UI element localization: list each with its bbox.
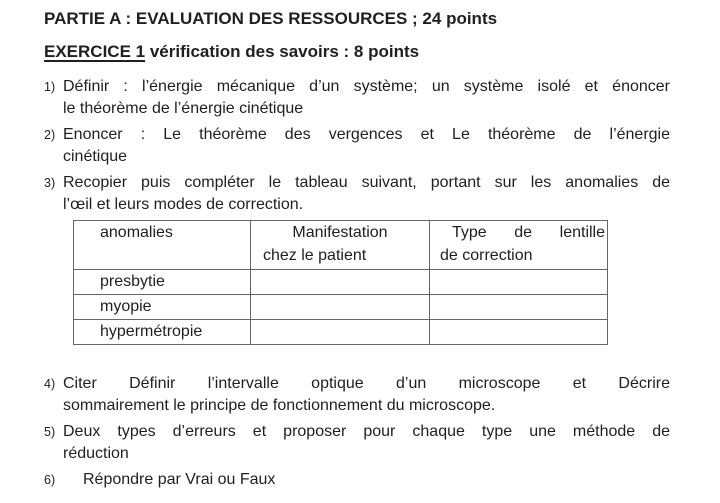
- table-header-anomalies: [74, 221, 251, 270]
- anomaly-cell: [74, 270, 251, 295]
- header-cell-text: de correction: [440, 247, 533, 264]
- list-item-6: [44, 469, 670, 491]
- manifestation-cell-empty: [251, 320, 430, 345]
- exercise-label: EXERCICE 1: [44, 42, 146, 61]
- table-header-manifestation: [251, 221, 430, 270]
- table-header-row: [74, 221, 608, 270]
- list-item-5: [44, 421, 670, 465]
- list-item-number: 6): [44, 473, 56, 487]
- list-item-number: 2): [44, 128, 56, 142]
- list-item-line: Citer Définir l’intervalle optique d’un microscope et Décrire: [63, 375, 670, 392]
- header-cell-text: Manifestation: [292, 224, 388, 241]
- header-cell-text: Type de lentille: [452, 224, 605, 241]
- list-item-number: 5): [44, 425, 56, 439]
- table-header-lens-type: [430, 221, 608, 270]
- cell-text: presbytie: [100, 273, 165, 290]
- table-row-hypermetropie: [74, 320, 608, 345]
- list-item-2: [44, 124, 670, 168]
- list-item-number: 4): [44, 377, 56, 391]
- list-item-line: Recopier puis compléter le tableau suivant, portant sur les anomalies de: [63, 174, 670, 191]
- list-item-line: cinétique: [63, 148, 128, 165]
- anomaly-cell: [74, 295, 251, 320]
- lens-cell-empty: [430, 295, 608, 320]
- list-item-line: Définir : l’énergie mécanique d’un système; un système isolé et énoncer: [63, 78, 670, 95]
- list-item-body: [63, 421, 670, 465]
- cell-text: hypermétropie: [100, 323, 203, 340]
- list-item-4: [44, 373, 670, 417]
- list-item-line: réduction: [63, 445, 129, 462]
- exercise-subtitle: vérification des savoirs : 8 points: [145, 42, 420, 61]
- manifestation-cell-empty: [251, 295, 430, 320]
- anomaly-cell: [74, 320, 251, 345]
- list-item-line: l’œil et leurs modes de correction.: [63, 196, 304, 213]
- list-item-line: Deux types d’erreurs et proposer pour chaque type une méthode de: [63, 423, 670, 440]
- exercise-heading: [44, 42, 670, 62]
- cell-text: myopie: [100, 298, 152, 315]
- page-title: PARTIE A : EVALUATION DES RESSOURCES ; 24 points: [44, 9, 498, 28]
- header-cell-text: anomalies: [100, 224, 173, 241]
- list-item-body: [63, 172, 670, 216]
- list-item-1: [44, 76, 670, 120]
- list-item-line: sommairement le principe de fonctionnement du microscope.: [63, 397, 496, 414]
- table-row-myopie: [74, 295, 608, 320]
- manifestation-cell-empty: [251, 270, 430, 295]
- list-item-number: 1): [44, 80, 56, 94]
- list-item-3: [44, 172, 670, 216]
- list-item-body: [83, 469, 670, 491]
- list-item-number: 3): [44, 176, 56, 190]
- list-item-line: Enoncer : Le théorème des vergences et Le théorème de l’énergie: [63, 126, 670, 143]
- list-item-body: [63, 76, 670, 120]
- list-item-body: [63, 124, 670, 168]
- list-item-line: Répondre par Vrai ou Faux: [83, 471, 276, 488]
- table-row-presbytie: [74, 270, 608, 295]
- lens-cell-empty: [430, 320, 608, 345]
- list-item-line: le théorème de l’énergie cinétique: [63, 100, 304, 117]
- header-cell-text: chez le patient: [263, 247, 367, 264]
- list-item-body: [63, 373, 670, 417]
- anomalies-table: [73, 220, 608, 345]
- lens-cell-empty: [430, 270, 608, 295]
